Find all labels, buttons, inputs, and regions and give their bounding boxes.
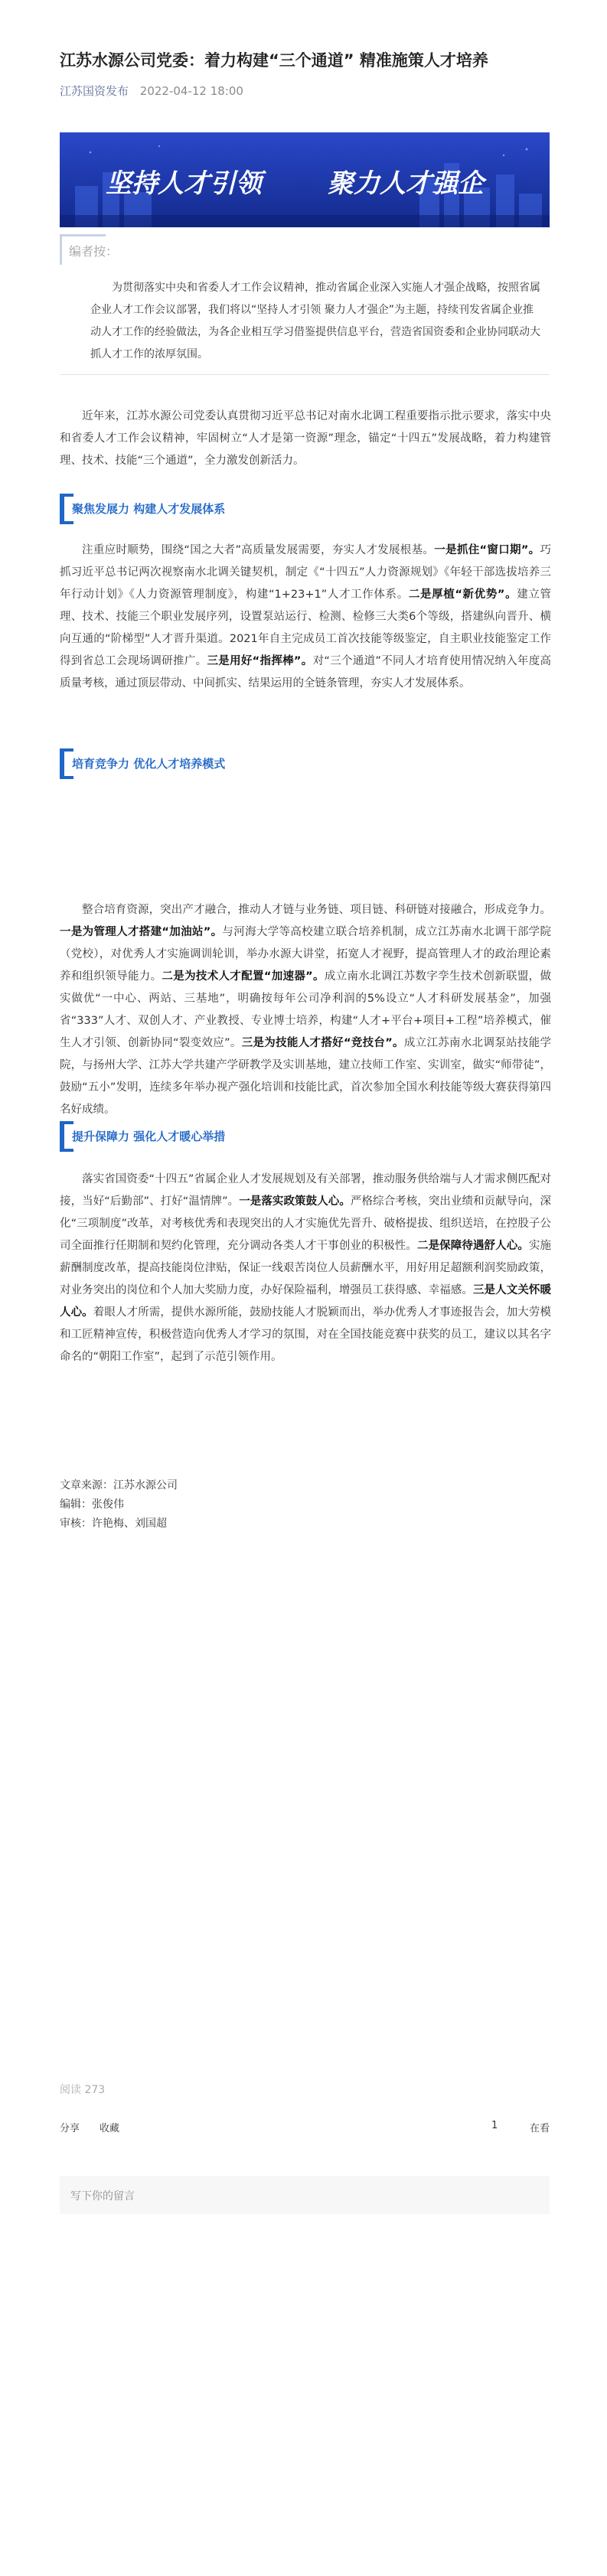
highlight-run: 三是为技能人才搭好“竞技台”。 [241, 1037, 404, 1049]
heading-bracket [60, 1149, 73, 1152]
highlight-run: 二是厚植“新优势”。 [408, 589, 517, 601]
highlight-run: 三是人文关怀暖人心。 [60, 1284, 552, 1319]
section-heading-2 [60, 748, 550, 779]
highlight-run: 一是落实政策鼓人心。 [239, 1195, 351, 1208]
text-run: 巧抓习近平总书记两次视察南水北调关键契机，制定《“十四五”人力资源规划》《年轻干部选拔培养三年行动计划》《人力资源管理制度》，构建“1+23+1”人才工作体系。 [60, 544, 552, 601]
section-heading-3 [60, 1121, 550, 1152]
account-name-link[interactable]: 江苏国资发布 [60, 84, 129, 98]
credit-source: 文章来源：江苏水源公司 [60, 1479, 178, 1492]
section-heading-text: 提升保障力 强化人才暖心举措 [72, 1130, 226, 1143]
editor-note-text: 为贯彻落实中央和省委人才工作会议精神，推动省属企业深入实施人才强企战略，按照省属企业人才工作会议部署，我们将以“坚持人才引领 聚力人才强企”为主题，持续刊发省属企业推动人才工作的经验做法，为各企业相互学习借鉴提供信息平台，营造省国资委和企业协同联动大抓人才工作的浓厚氛围。 [90, 282, 540, 360]
watching-button[interactable]: 在看 [530, 2123, 550, 2134]
heading-bracket [60, 776, 73, 779]
comment-input[interactable] [60, 2176, 550, 2214]
highlight-run: 二是保障待遇舒人心。 [416, 1240, 529, 1252]
section-heading-1 [60, 494, 550, 524]
section-1-paragraph [60, 540, 551, 695]
read-count: 阅读 273 [60, 2084, 106, 2096]
publish-date: 2022-04-12 18:00 [139, 84, 243, 98]
banner-slogan-left: 坚持人才引领 [106, 169, 262, 198]
banner-image [60, 132, 550, 227]
credit-review: 审核：许艳梅、刘国超 [60, 1518, 167, 1530]
section-heading-text: 培育竞争力 优化人才培养模式 [72, 757, 226, 771]
highlight-run: 一是为管理人才搭建“加油站”。 [60, 926, 223, 938]
text-run: 与河海大学等高校建立联合培养机制，成立江苏南水北调干部学院（党校），对优秀人才实施调训轮训，举办水源大讲堂，拓宽人才视野，提高管理人才的政治理论素养和组织领导能力。 [60, 926, 551, 983]
editor-note-label: 编者按： [69, 244, 119, 259]
heading-accent-bar [60, 494, 64, 524]
article-meta [60, 83, 243, 99]
share-button[interactable]: 分享 [60, 2123, 80, 2134]
text-run: 成立江苏南水北调泵站技能学院，与扬州大学、江苏大学共建产学研教学及实训基地，建立技师工作室、实训室，做实“师带徒”，鼓励“五小”发明，连续多年举办视产强化培训和技能比武，首次参加全国水利技能等级大赛获得第四名好成绩。 [60, 1037, 551, 1116]
section-heading-text: 聚焦发展力 构建人才发展体系 [72, 502, 226, 516]
collect-button[interactable]: 收藏 [100, 2123, 120, 2134]
text-run: 着眼人才所需，提供水源所能，鼓励技能人才脱颖而出，举办优秀人才事迹报告会，加大劳模和工匠精神宣传，积极营造向优秀人才学习的氛围，对在全国技能竞赛中获奖的员工，建议以其名字命名的“朝阳工作室”，起到了示范引领作用。 [60, 1306, 551, 1363]
heading-bracket [60, 748, 73, 752]
text-run: 注重应时顺势，围绕“国之大者”高质量发展需要，夯实人才发展根基。 [82, 544, 435, 556]
heading-accent-bar [60, 748, 64, 779]
highlight-run: 三是用好“指挥棒”。 [207, 655, 313, 667]
text-run: 实施薪酬制度改革，提高技能岗位津贴，保证一线艰苦岗位人员薪酬水平，用好用足超额利润奖励政策，对业务突出的岗位和个人加大奖励力度，办好保险福利，增强员工获得感、幸福感。 [60, 1240, 552, 1296]
text-run: 成立南水北调江苏数字孪生技术创新联盟，做实做优“一中心、两站、三基地”，明确按每年公司净利润的5%设立“人才科研发展基金”，加强省“333”人才、双创人才、产业教授、专业博士培养，构建“人才+平台+项目+工程”培养模式，催生人才引领、创新协同“裂变效应”。 [60, 970, 552, 1049]
like-count[interactable]: 1 [491, 2120, 498, 2131]
text-run: 整合培育资源，突出产才融合，推动人才链与业务链、项目链、科研链对接融合，形成竞争力。 [82, 904, 551, 916]
highlight-run: 一是抓住“窗口期”。 [434, 544, 540, 556]
credit-editor: 编辑：张俊伟 [60, 1498, 124, 1511]
text-run: 严格综合考核，突出业绩和贡献导向，深化“三项制度”改革，对考核优秀和表现突出的人才实施优先晋升、破格提拔、组织送培，在控股子公司全面推行任期制和契约化管理，充分调动各类人才干事创业的积极性。 [60, 1195, 552, 1252]
intro-paragraph: 近年来，江苏水源公司党委认真贯彻习近平总书记对南水北调工程重要指示批示要求，落实中央和省委人才工作会议精神，牢固树立“人才是第一资源”理念，锚定“十四五”发展战略，着力构建管理、技术、技能“三个通道”，全力激发创新活力。 [60, 410, 551, 467]
text-run: 落实省国资委“十四五”省属企业人才发展规划及有关部署，推动服务供给端与人才需求侧匹配对接，当好“后勤部”、打好“温情牌”。 [60, 1173, 551, 1208]
banner-slogan-right: 聚力人才强企 [328, 169, 484, 198]
text-run: 建立管理、技术、技能三个职业发展序列，设置泵站运行、检测、检修三大类6个等级，搭建纵向晋升、横向互通的“阶梯型”人才晋升渠道。2021年自主完成员工首次技能等级鉴定，自主职业技能鉴定工作得到省总工会现场调研推广。 [60, 589, 552, 667]
section-2-paragraph [60, 899, 551, 1121]
action-bar [60, 2120, 550, 2138]
heading-bracket [60, 494, 73, 497]
section-3-paragraph [60, 1169, 551, 1368]
heading-accent-bar [60, 1121, 64, 1152]
comment-placeholder: 写下你的留言 [70, 2190, 135, 2203]
text-run: 对“三个通道”不同人才培育使用情况纳入年度高质量考核，通过顶层带动、中间抓实、结果运用的全链条管理，夯实人才发展体系。 [60, 655, 551, 690]
heading-bracket [60, 1121, 73, 1124]
article-title: 江苏水源公司党委：着力构建“三个通道” 精准施策人才培养 [60, 51, 488, 70]
heading-bracket [60, 521, 73, 524]
highlight-run: 二是为技术人才配置“加速器”。 [162, 970, 325, 983]
